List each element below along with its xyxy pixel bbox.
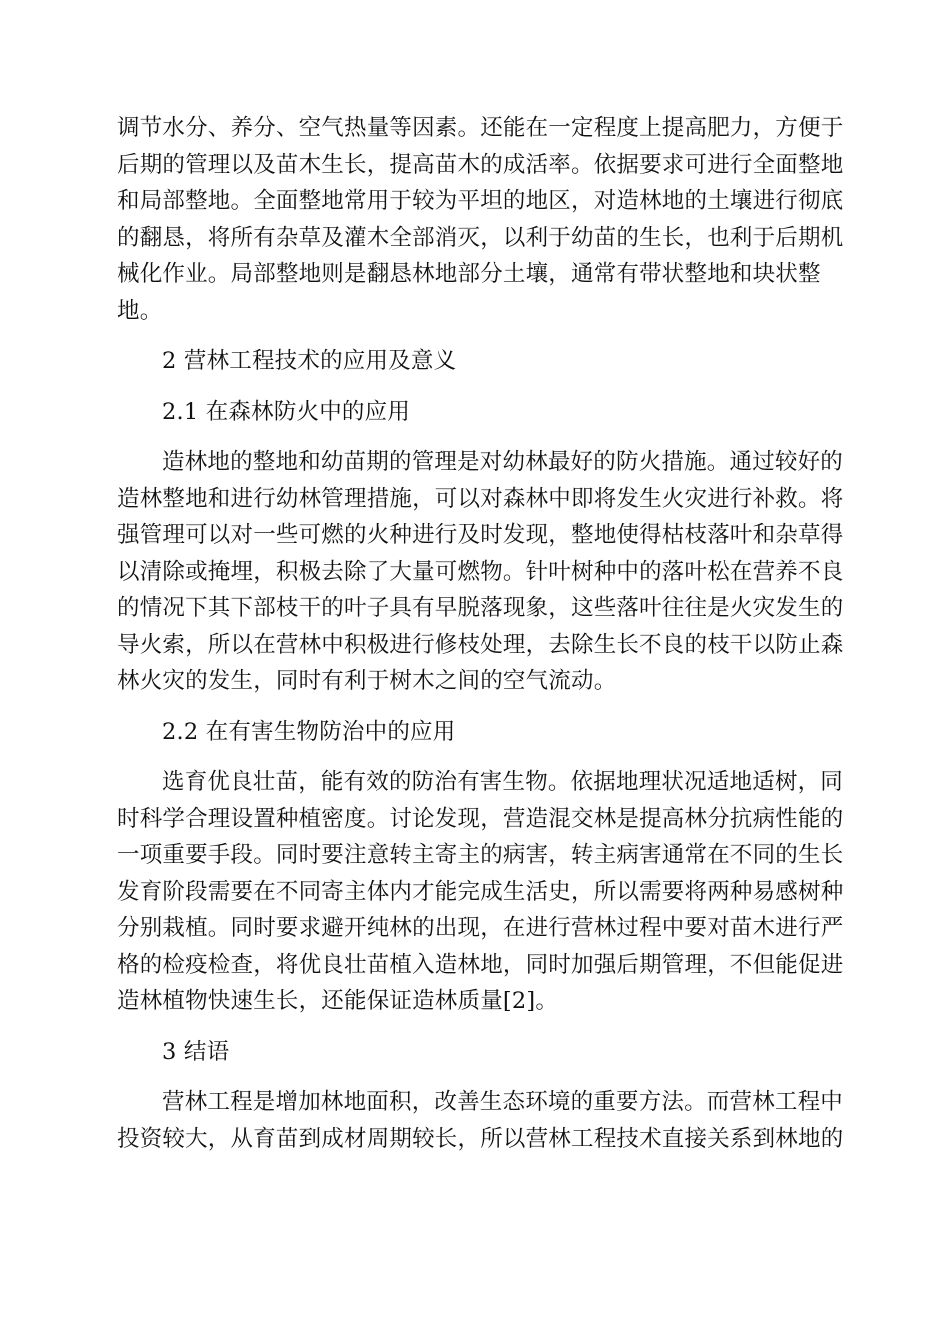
- text-line: 强管理可以对一些可燃的火种进行及时发现，整地使得枯枝落叶和杂草得: [117, 522, 844, 548]
- text-line: 造林地的整地和幼苗期的管理是对幼林最好的防火措施。通过较好的: [162, 449, 844, 475]
- text-line: 林火灾的发生，同时有利于树木之间的空气流动。: [117, 668, 617, 694]
- text-line: 和局部整地。全面整地常用于较为平坦的地区，对造林地的土壤进行彻底: [117, 188, 844, 214]
- text-line: 发育阶段需要在不同寄主体内才能完成生活史，所以需要将两种易感树种: [117, 878, 844, 905]
- text-line: 以清除或掩埋，积极去除了大量可燃物。针叶树种中的落叶松在营养不良: [117, 558, 844, 585]
- text-line: 格的检疫检查，将优良壮苗植入造林地，同时加强后期管理，不但能促进: [117, 951, 844, 978]
- text-line: 械化作业。局部整地则是翻恳林地部分土壤，通常有带状整地和块状整: [117, 261, 821, 287]
- section-heading-2-1: 2.1 在森林防火中的应用: [162, 398, 411, 425]
- paragraph-fire-prevention: [117, 444, 844, 700]
- text-line: 地。: [117, 297, 163, 324]
- section-heading-2: 2 营林工程技术的应用及意义: [162, 348, 457, 374]
- text-line: 造林整地和进行幼林管理措施，可以对森林中即将发生火灾进行补救。将: [117, 485, 844, 512]
- section-heading-3: 3 结语: [162, 1038, 230, 1065]
- document-body: [117, 110, 844, 1171]
- text-line: 营林工程是增加林地面积，改善生态环境的重要方法。而营林工程中: [162, 1089, 844, 1115]
- section-heading-2-2: 2.2 在有害生物防治中的应用: [162, 718, 456, 745]
- text-line: 时科学合理设置种植密度。讨论发现，营造混交林是提高林分抗病性能的: [117, 805, 844, 832]
- text-line: 一项重要手段。同时要注意转主寄主的病害，转主病害通常在不同的生长: [117, 842, 844, 868]
- text-line: 选育优良壮苗，能有效的防治有害生物。依据地理状况适地适树，同: [162, 769, 844, 795]
- text-line: 后期的管理以及苗木生长，提高苗木的成活率。依据要求可进行全面整地: [117, 151, 844, 178]
- text-line: 调节水分、养分、空气热量等因素。还能在一定程度上提高肥力，方便于: [117, 115, 844, 141]
- paragraph-pest-control: [117, 764, 844, 1020]
- text-line: 的翻恳，将所有杂草及灌木全部消灭，以利于幼苗的生长，也利于后期机: [117, 224, 844, 251]
- text-line: 投资较大，从育苗到成材周期较长，所以营林工程技术直接关系到林地的: [117, 1125, 844, 1152]
- text-line: 导火索，所以在营林中积极进行修枝处理，去除生长不良的枝干以防止森: [117, 631, 844, 658]
- text-line: 的情况下其下部枝干的叶子具有早脱落现象，这些落叶往往是火灾发生的: [117, 595, 844, 621]
- paragraph-soil-preparation: [117, 110, 844, 329]
- paragraph-conclusion: [117, 1084, 844, 1157]
- text-line: 分别栽植。同时要求避开纯林的出现，在进行营林过程中要对苗木进行严: [117, 915, 844, 941]
- text-line: 造林植物快速生长，还能保证造林质量[2]。: [117, 988, 559, 1014]
